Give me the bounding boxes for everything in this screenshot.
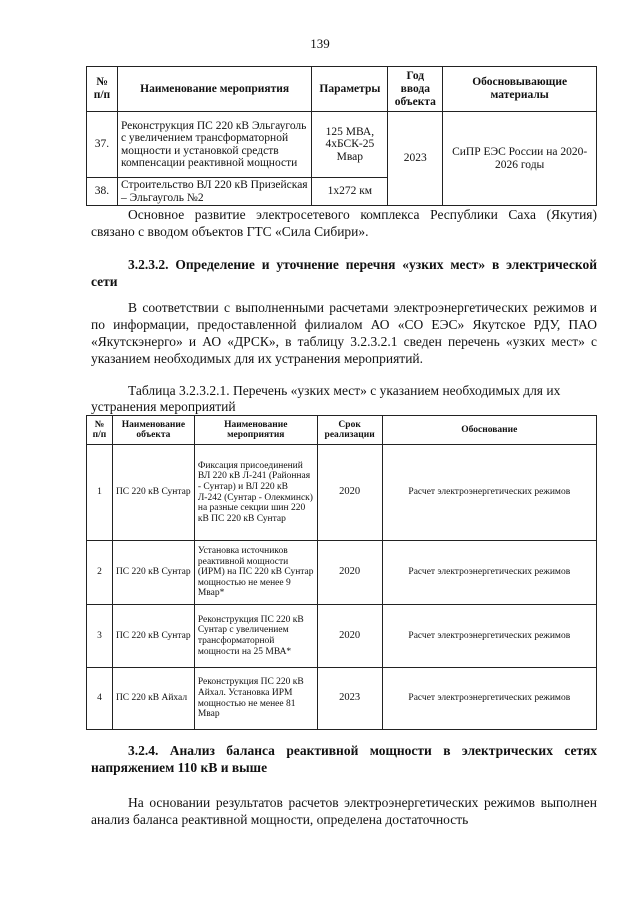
paragraph-reactive-balance: На основании результатов расчетов электроэнергетических режимов выполнен анализ баланса реактивной мощности, определена достаточность [91, 795, 597, 827]
table-header-row [87, 67, 597, 112]
col-params-header: Параметры [312, 67, 388, 112]
row-term: 2020 [317, 541, 382, 605]
table-caption: Таблица 3.2.3.2.1. Перечень «узких мест» с указанием необходимых для их устранения мероприятий [91, 383, 561, 414]
bottlenecks-table [86, 415, 597, 730]
row-basis: Расчет электроэнергетических режимов [382, 445, 596, 541]
row-name: Строительство ВЛ 220 кВ Призейская – Эльгауголь №2 [117, 178, 311, 206]
row-params: 1х272 км [312, 178, 388, 206]
table-row [87, 445, 597, 541]
table-row [87, 541, 597, 605]
col-object-header: Наименование объекта [112, 416, 194, 445]
row-term: 2020 [317, 605, 382, 668]
row-basis: Расчет электроэнергетических режимов [382, 605, 596, 668]
merged-year: 2023 [388, 112, 443, 206]
measures-table [86, 66, 597, 206]
col-basis-header: Обосновывающие материалы [443, 67, 597, 112]
row-measure: Реконструкция ПС 220 кВ Айхал. Установка ИРМ мощностью не менее 81 Мвар [194, 668, 317, 730]
row-measure: Фиксация присоединений ВЛ 220 кВ Л-241 (Районная - Сунтар) и ВЛ 220 кВ Л-242 (Сунтар - Олекминск) на разные секции шин 220 кВ ПС 220 кВ Сунтар [194, 445, 317, 541]
row-basis: Расчет электроэнергетических режимов [382, 668, 596, 730]
row-term: 2023 [317, 668, 382, 730]
page-number: 139 [310, 36, 330, 51]
row-object: ПС 220 кВ Сунтар [112, 605, 194, 668]
col-num-header: № п/п [87, 416, 113, 445]
row-params: 125 МВА, 4хБСК-25 Мвар [312, 112, 388, 178]
row-num: 2 [87, 541, 113, 605]
col-basis-header: Обоснование [382, 416, 596, 445]
col-num-header: № п/п [87, 67, 118, 112]
paragraph-bottlenecks: В соответствии с выполненными расчетами электроэнергетических режимов и по информации, предоставленной филиалом АО «СО ЕЭС» Якутское РДУ, ПАО «Якутскэнерго» и АО «ДРСК», в таблицу 3.2.3.2.1 сведен перечень «узких мест» с указанием необходимых для их устранения мероприятий. [91, 300, 597, 366]
table-header-row [87, 416, 597, 445]
table-row [87, 112, 597, 178]
row-object: ПС 220 кВ Айхал [112, 668, 194, 730]
col-measure-header: Наименование мероприятия [194, 416, 317, 445]
section-heading-3-2-4: 3.2.4. Анализ баланса реактивной мощности в электрических сетях напряжением 110 кВ и выше [91, 743, 597, 775]
row-object: ПС 220 кВ Сунтар [112, 445, 194, 541]
row-num: 1 [87, 445, 113, 541]
row-term: 2020 [317, 445, 382, 541]
table-row [87, 605, 597, 668]
col-year-header: Год ввода объекта [388, 67, 443, 112]
row-object: ПС 220 кВ Сунтар [112, 541, 194, 605]
row-name: Реконструкция ПС 220 кВ Эльгауголь с увеличением трансформаторной мощности и установкой средств компенсации реактивной мощности [117, 112, 311, 178]
row-num: 38. [87, 178, 118, 206]
row-num: 37. [87, 112, 118, 178]
paragraph-gts: Основное развитие электросетевого комплекса Республики Саха (Якутия) связано с вводом объектов ГТС «Сила Сибири». [91, 207, 597, 239]
merged-basis: СиПР ЕЭС России на 2020-2026 годы [443, 112, 597, 206]
row-basis: Расчет электроэнергетических режимов [382, 541, 596, 605]
row-num: 4 [87, 668, 113, 730]
row-measure: Установка источников реактивной мощности (ИРМ) на ПС 220 кВ Сунтар мощностью не менее 9 Мвар* [194, 541, 317, 605]
col-term-header: Срок реализации [317, 416, 382, 445]
row-measure: Реконструкция ПС 220 кВ Сунтар с увеличением трансформаторной мощности на 25 МВА* [194, 605, 317, 668]
table-row [87, 668, 597, 730]
row-num: 3 [87, 605, 113, 668]
col-name-header: Наименование мероприятия [117, 67, 311, 112]
section-heading-3-2-3-2: 3.2.3.2. Определение и уточнение перечня «узких мест» в электрической сети [91, 257, 597, 289]
